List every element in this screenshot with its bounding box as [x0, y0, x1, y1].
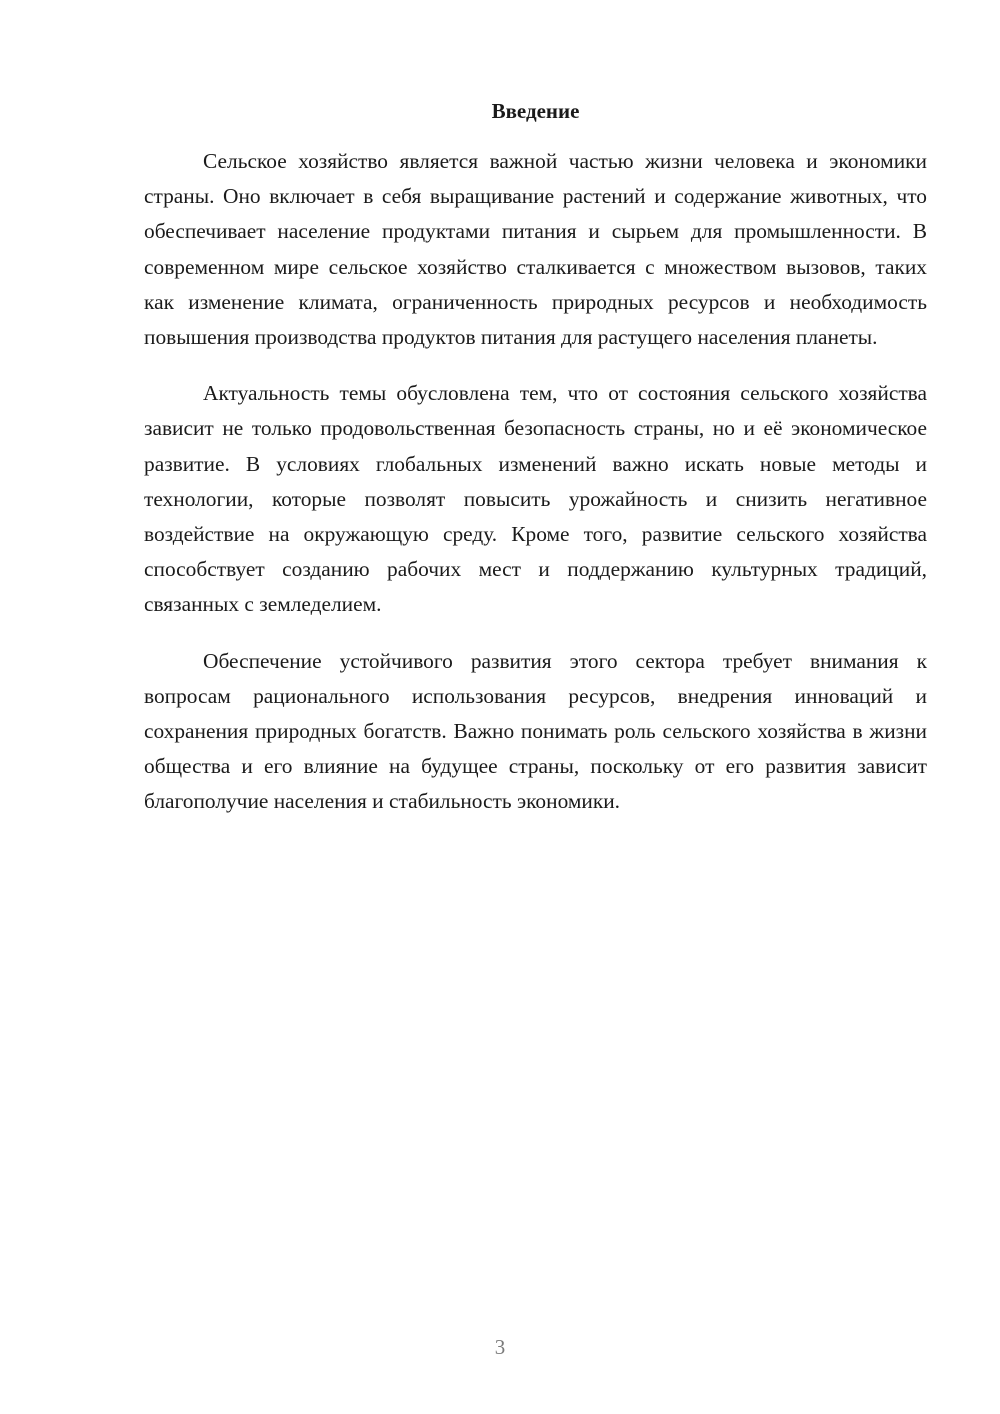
- paragraph-sustainability: Обеспечение устойчивого развития этого сектора требует внимания к вопросам рационального использования ресурсов, внедрения инноваций и сохранения природных богатств. Важно понимать роль сельского хозяйства в жизни общества и его влияние на будущее страны, поскольку от его развития зависит благополучие населения и стабильность экономики.: [144, 648, 927, 814]
- page-content: [144, 96, 927, 841]
- page-number: 3: [494, 1335, 506, 1359]
- paragraph-intro: Сельское хозяйство является важной частью жизни человека и экономики страны. Оно включает в себя выращивание растений и содержание животных, что обеспечивает население продуктами питания и сырьем для промышленности. В современном мире сельское хозяйство сталкивается с множеством вызовов, таких как изменение климата, ограниченность природных ресурсов и необходимость повышения производства продуктов питания для растущего населения планеты.: [144, 149, 927, 350]
- section-title: Введение: [491, 99, 580, 123]
- paragraph-relevance: Актуальность темы обусловлена тем, что от состояния сельского хозяйства зависит не только продовольственная безопасность страны, но и её экономическое развитие. В условиях глобальных изменений важно искать новые методы и технологии, которые позволят повысить урожайность и снизить негативное воздействие на окружающую среду. Кроме того, развитие сельского хозяйства способствует созданию рабочих мест и поддержанию культурных традиций, связанных с земледелием.: [144, 381, 927, 617]
